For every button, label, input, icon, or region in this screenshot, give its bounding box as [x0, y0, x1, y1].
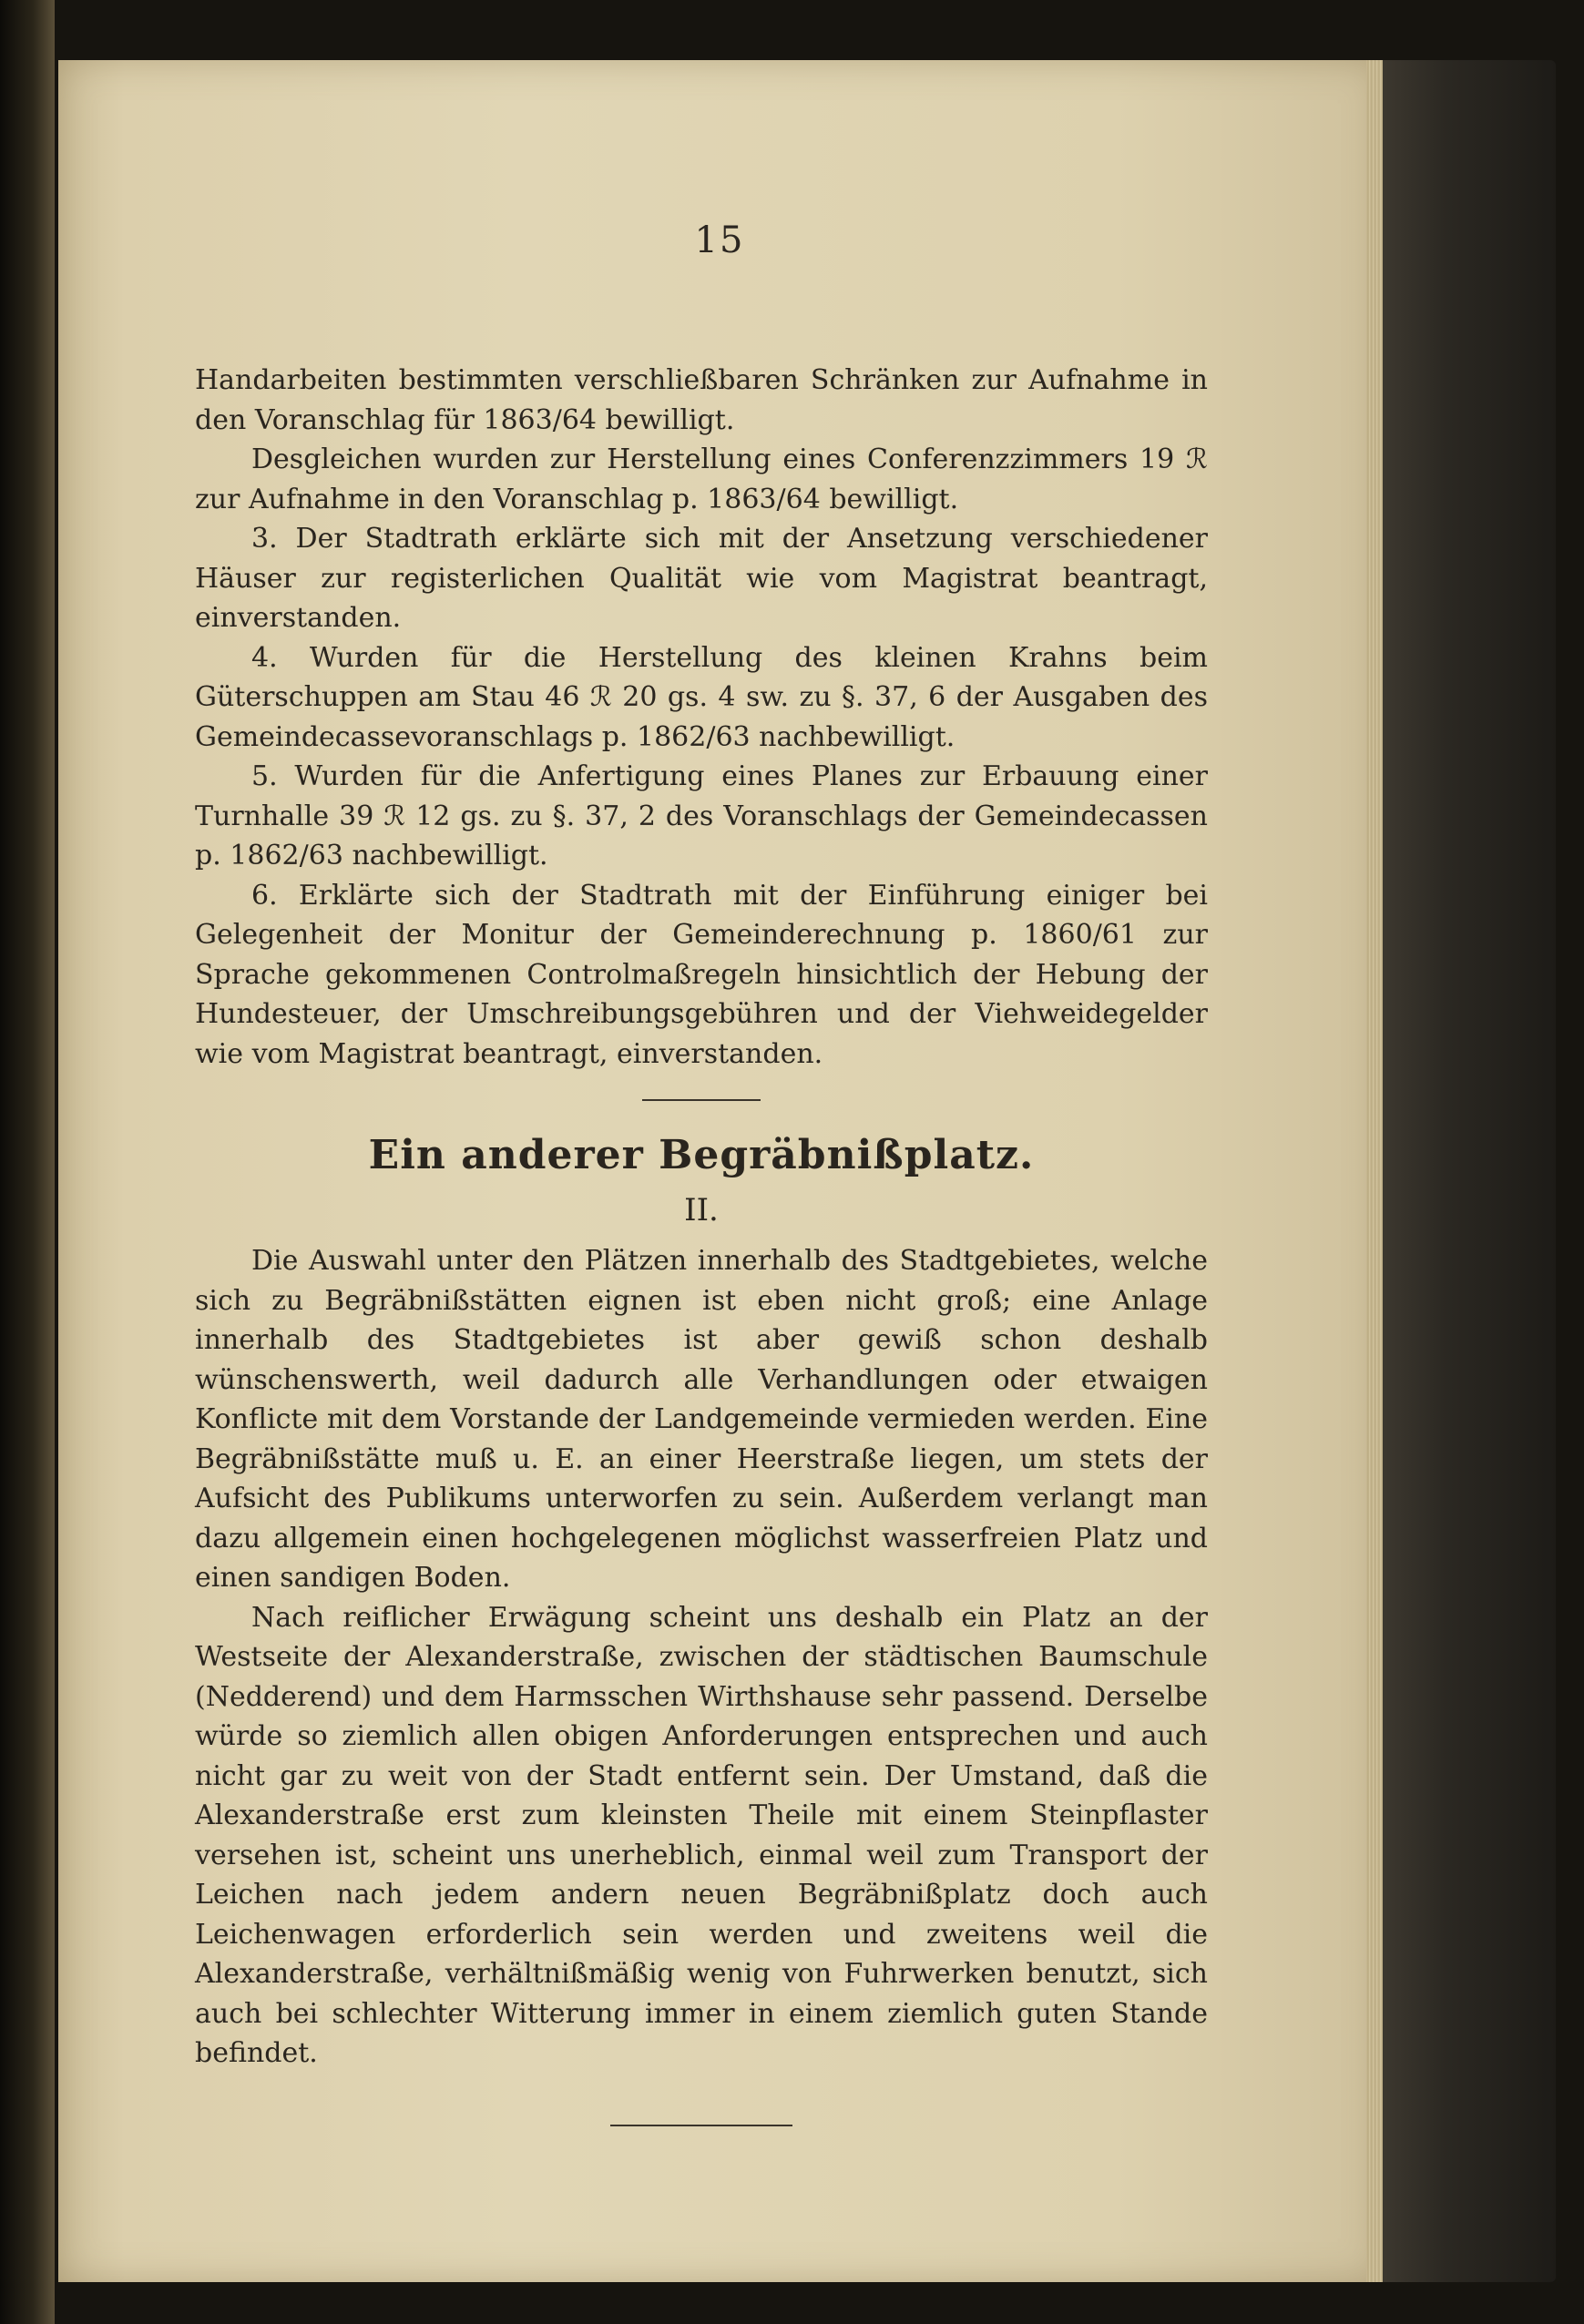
- book-cover-edge: [1374, 60, 1556, 2282]
- book-page: [58, 60, 1381, 2282]
- book-spine-left: [0, 0, 55, 2324]
- page-edge: [1366, 60, 1383, 2282]
- page-text: [195, 361, 1208, 2126]
- paragraph-item-6: 6. Erklärte sich der Stadtrath mit der Einführung einiger bei Gelegenheit der Monitur der Gemeinderechnung p. 1860/61 zur Sprache gekommenen Controlmaßregeln hinsichtlich der Hebung der Hundesteuer, der Umschreibungsgebühren und der Viehweidegelder wie vom Magistrat beantragt, einverstanden.: [195, 879, 1208, 1070]
- paragraph-item-3: 3. Der Stadtrath erklärte sich mit der Ansetzung verschiedener Häuser zur registerlichen Qualität wie vom Magistrat beantragt, einverstanden.: [195, 523, 1208, 634]
- section-number: II.: [684, 1192, 719, 1228]
- paragraph-proposed-site: Nach reiflicher Erwägung scheint uns deshalb ein Platz an der Westseite der Alexanderstraße, zwischen der städtischen Baumschule (Nedderend) und dem Harmsschen Wirthshause sehr passend. Derselbe würde so ziemlich allen obigen Anforderungen entsprechen und auch nicht gar zu weit von der Stadt entfernt sein. Der Umstand, daß die Alexanderstraße erst zum kleinsten Theile mit einem Steinpflaster versehen ist, scheint uns unerheblich, einmal weil zum Transport der Leichen nach jedem andern neuen Begräbnißplatz doch auch Leichenwagen erforderlich sein werden und zweitens weil die Alexanderstraße, verhältnißmäßig wenig von Fuhrwerken benutzt, sich auch bei schlechter Witterung immer in einem ziemlich guten Stande befindet.: [195, 1601, 1208, 2069]
- page-number: 15: [694, 219, 745, 261]
- paragraph-item-5: 5. Wurden für die Anfertigung eines Planes zur Erbauung einer Turnhalle 39 ℛ 12 gs. zu §. 37, 2 des Voranschlags der Gemeindecassen p. 1862/63 nachbewilligt.: [195, 760, 1208, 872]
- paragraph-continued: Handarbeiten bestimmten verschließbaren Schränken zur Aufnahme in den Voranschlag für 1863/64 bewilligt.: [195, 364, 1208, 436]
- paragraph-site-selection: Die Auswahl unter den Plätzen innerhalb des Stadtgebietes, welche sich zu Begräbnißstätten eignen ist eben nicht groß; eine Anlage innerhalb des Stadtgebietes ist aber gewiß schon deshalb wünschenswerth, weil dadurch alle Verhandlungen oder etwaigen Konflicte mit dem Vorstande der Landgemeinde vermieden werden. Eine Begräbnißstätte muß u. E. an einer Heerstraße liegen, um stets der Aufsicht des Publikums unterworfen zu sein. Außerdem verlangt man dazu allgemein einen hochgelegenen möglichst wasserfreien Platz und einen sandigen Boden.: [195, 1245, 1208, 1594]
- section-title: Ein anderer Begräbnißplatz.: [368, 1132, 1035, 1178]
- paragraph-item-4: 4. Wurden für die Herstellung des kleinen Krahns beim Güterschuppen am Stau 46 ℛ 20 gs. 4 sw. zu §. 37, 6 der Ausgaben des Gemeindecassevoranschlags p. 1862/63 nachbewilligt.: [195, 641, 1208, 753]
- section-divider: [642, 1099, 761, 1101]
- end-divider: [610, 2125, 792, 2126]
- paragraph-conference-room: Desgleichen wurden zur Herstellung eines Conferenzzimmers 19 ℛ zur Aufnahme in den Voranschlag p. 1863/64 bewilligt.: [195, 443, 1208, 515]
